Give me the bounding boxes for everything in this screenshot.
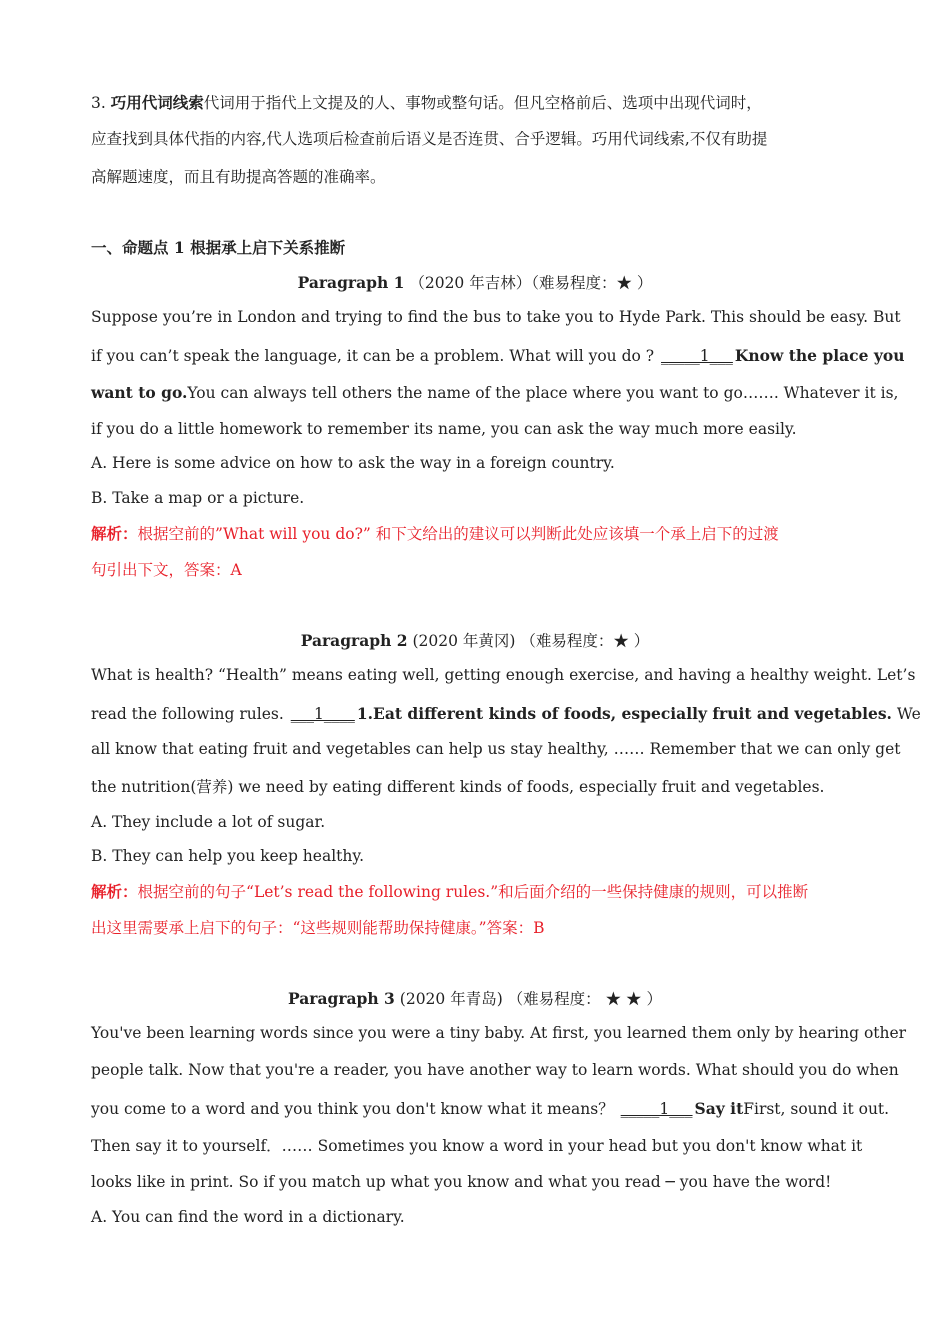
p2-title-rest: (2020 年黄冈) （难易程度：★ ） <box>412 632 650 650</box>
p1-line-4: if you do a little homework to remember its name, you can ask the way much more easily. <box>91 420 797 438</box>
p2-option-b: B. They can help you keep healthy. <box>91 847 364 865</box>
p1-title-bold: Paragraph 1 <box>297 273 405 292</box>
p1-blank: _____1___ <box>661 347 733 365</box>
intro-title: 巧用代词线索 <box>110 93 204 112</box>
p2-analysis-text-1: 根据空前的句子“Let’s read the following rules.”和后面介绍的一些保持健康的规则，可以推断 <box>137 883 809 901</box>
p2-answer-sentence: 1.Eat different kinds of foods, especially fruit and vegetables. <box>356 704 892 723</box>
p3-line-5: looks like in print. So if you match up what you know and what you read ─ you have the word! <box>91 1173 832 1191</box>
p2-line-2-text: read the following rules. <box>91 705 284 723</box>
p3-line-2: people talk. Now that you're a reader, you have another way to learn words. What should you do when <box>91 1061 899 1079</box>
intro-lead: 3. <box>91 94 106 112</box>
p1-analysis-text-1: 根据空前的”What will you do?” 和下文给出的建议可以判断此处应该填一个承上启下的过渡 <box>137 525 779 543</box>
p2-line-2 <box>91 695 921 733</box>
p2-title-bold: Paragraph 2 <box>300 631 408 650</box>
p3-title-rest: (2020 年青岛) （难易程度： ★ ★ ） <box>399 990 662 1008</box>
p3-line-3-text: you come to a word and you think you don't know what it means？ <box>91 1100 614 1118</box>
p1-analysis-line-2: 句引出下文，答案：A <box>91 561 242 579</box>
p1-title <box>0 264 950 302</box>
p1-line-1: Suppose you’re in London and trying to find the bus to take you to Hyde Park. This should be easy. But <box>91 308 901 326</box>
p2-analysis-line-2: 出这里需要承上启下的句子：“这些规则能帮助保持健康。”答案：B <box>91 919 545 937</box>
intro-line-1 <box>91 84 861 122</box>
p2-analysis-label: 解析： <box>91 882 138 901</box>
p2-title <box>0 622 950 660</box>
p1-analysis-line-1 <box>91 515 861 553</box>
p3-line-3-tail: First, sound it out. <box>743 1100 890 1118</box>
intro-line-2: 应查找到具体代指的内容,代人选项后检查前后语义是否连贯、合乎逻辑。巧用代词线索,不仅有助提 <box>91 130 768 148</box>
p1-line-2-text: if you can’t speak the language, it can be a problem. What will you do ? <box>91 347 655 365</box>
p1-answer-sentence-b: want to go. <box>91 383 188 402</box>
p3-line-3 <box>91 1090 890 1128</box>
p2-line-3: all know that eating fruit and vegetables can help us stay healthy, …… Remember that we can only get <box>91 740 901 758</box>
p2-line-2-tail: We <box>896 705 921 723</box>
p3-option-a: A. You can find the word in a dictionary. <box>91 1208 405 1226</box>
p1-line-2 <box>91 337 905 375</box>
p1-line-3-text: You can always tell others the name of the place where you want to go……. Whatever it is, <box>187 384 899 402</box>
intro-text-1: 代词用于指代上文提及的人、事物或整句话。但凡空格前后、选项中出现代词时， <box>203 94 762 112</box>
p3-answer-sentence: Say it <box>694 1099 744 1118</box>
p1-line-3 <box>91 374 899 412</box>
p3-title <box>0 980 950 1018</box>
p1-answer-sentence-a: Know the place you <box>734 346 905 365</box>
p2-line-1: What is health? “Health” means eating well, getting enough exercise, and having a healthy weight. Let’s <box>91 666 916 684</box>
p2-blank: ___1____ <box>290 705 355 723</box>
p3-line-1: You've been learning words since you were a tiny baby. At first, you learned them only by hearing other <box>91 1024 907 1042</box>
p1-analysis-label: 解析： <box>91 524 138 543</box>
p1-title-rest: （2020 年吉林）（难易程度：★ ） <box>409 274 653 292</box>
p1-option-b: B. Take a map or a picture. <box>91 489 305 507</box>
p3-title-bold: Paragraph 3 <box>288 989 395 1008</box>
section-heading: 一、命题点 1 根据承上启下关系推断 <box>91 238 346 257</box>
p3-blank: _____1___ <box>620 1100 693 1118</box>
p2-analysis-line-1 <box>91 873 861 911</box>
p1-option-a: A. Here is some advice on how to ask the way in a foreign country. <box>91 454 615 472</box>
p2-option-a: A. They include a lot of sugar. <box>91 813 326 831</box>
p3-line-4: Then say it to yourself．…… Sometimes you know a word in your head but you don't know what it <box>91 1137 863 1155</box>
p2-line-4: the nutrition(营养) we need by eating different kinds of foods, especially fruit and vegetables. <box>91 778 825 796</box>
intro-line-3: 高解题速度，而且有助提高答题的准确率。 <box>91 168 386 186</box>
